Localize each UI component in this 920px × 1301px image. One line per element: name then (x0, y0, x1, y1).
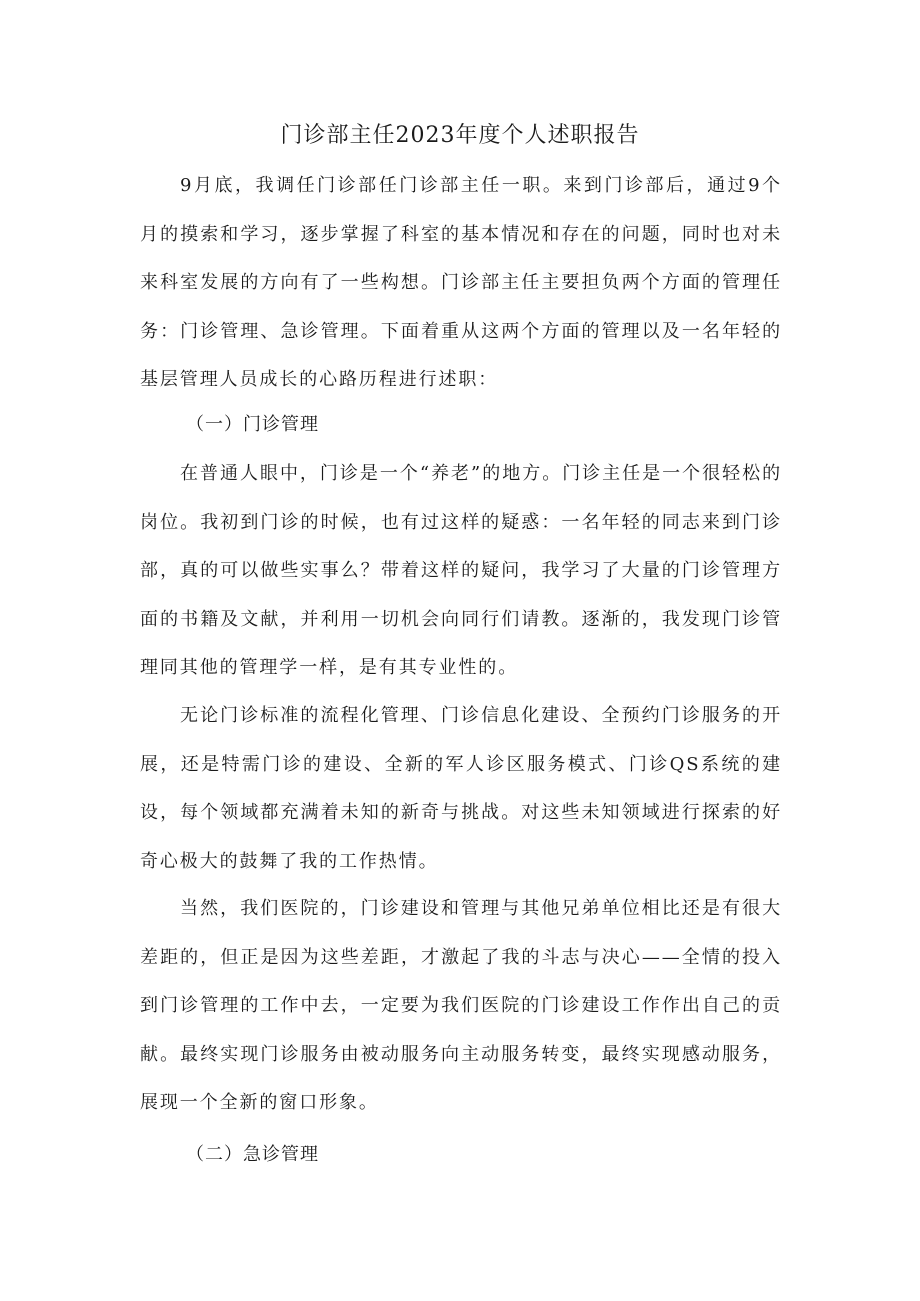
document-title: 门诊部主任2023年度个人述职报告 (280, 123, 640, 148)
section-heading-outpatient: （一）门诊管理 (186, 414, 319, 435)
section-heading-emergency: （二）急诊管理 (186, 1144, 319, 1165)
outpatient-paragraph-2: 无论门诊标准的流程化管理、门诊信息化建设、全预约门诊服务的开展，还是特需门诊的建设、全新的军人诊区服务模式、门诊QS系统的建设，每个领域都充满着未知的新奇与挑战。对这些未知领域进行探索的好奇心极大的鼓舞了我的工作热情。 (140, 705, 782, 872)
outpatient-paragraph-1: 在普通人眼中，门诊是一个“养老”的地方。门诊主任是一个很轻松的岗位。我初到门诊的时候，也有过这样的疑惑：一名年轻的同志来到门诊部，真的可以做些实事么？带着这样的疑问，我学习了大量的门诊管理方面的书籍及文献，并利用一切机会向同行们请教。逐渐的，我发现门诊管理同其他的管理学一样，是有其专业性的。 (140, 463, 782, 678)
intro-paragraph: 9月底，我调任门诊部任门诊部主任一职。来到门诊部后，通过9个月的摸索和学习，逐步掌握了科室的基本情况和存在的问题，同时也对未来科室发展的方向有了一些构想。门诊部主任主要担负两个方面的管理任务：门诊管理、急诊管理。下面着重从这两个方面的管理以及一名年轻的基层管理人员成长的心路历程进行述职： (140, 175, 782, 390)
outpatient-paragraph-3: 当然，我们医院的，门诊建设和管理与其他兄弟单位相比还是有很大差距的，但正是因为这些差距，才激起了我的斗志与决心——全情的投入到门诊管理的工作中去，一定要为我们医院的门诊建设工作作出自己的贡献。最终实现门诊服务由被动服务向主动服务转变，最终实现感动服务，展现一个全新的窗口形象。 (140, 898, 782, 1113)
